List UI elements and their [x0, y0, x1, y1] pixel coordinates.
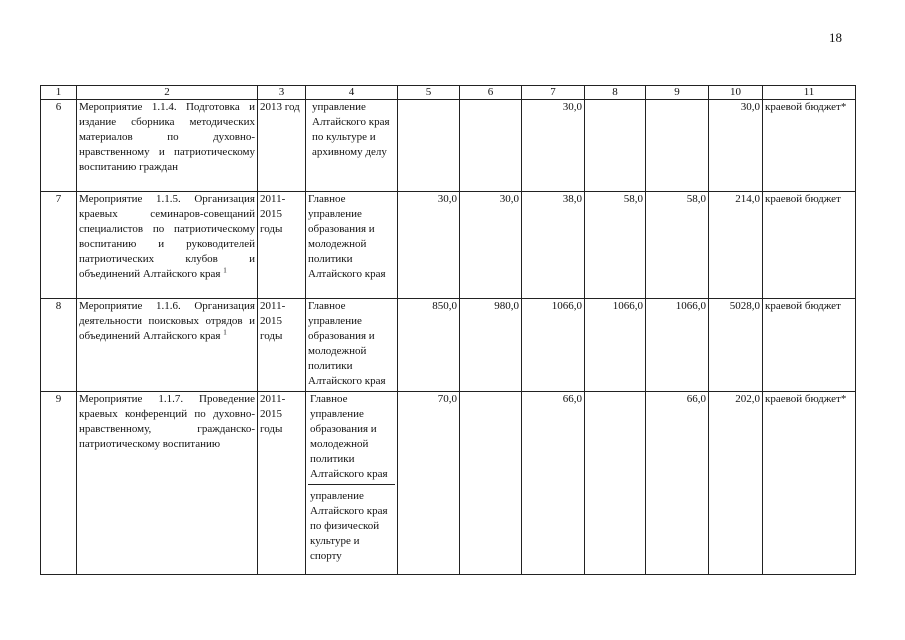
responsible-agency [306, 299, 398, 392]
value-col5: 850,0 [398, 299, 460, 392]
event-description [77, 100, 258, 192]
value-col8 [585, 392, 646, 575]
row-number: 7 [41, 192, 77, 299]
table-row [41, 392, 856, 575]
value-col6 [460, 100, 522, 192]
column-header: 9 [646, 86, 709, 100]
column-header: 10 [709, 86, 763, 100]
funding-source: краевой бюджет* [763, 392, 856, 575]
funding-source: краевой бюджет* [763, 100, 856, 192]
value-col7: 66,0 [522, 392, 585, 575]
responsible-agency [306, 192, 398, 299]
value-total: 30,0 [709, 100, 763, 192]
value-col8: 1066,0 [585, 299, 646, 392]
value-col9: 58,0 [646, 192, 709, 299]
value-col8: 58,0 [585, 192, 646, 299]
agency-name: Главное управление образования и молодежной политики Алтайского края [308, 193, 386, 280]
table-row [41, 100, 856, 192]
column-header: 5 [398, 86, 460, 100]
event-text: Мероприятие 1.1.7. Проведение краевых конференций по духовно-нравственному, гражданско-патриотическому воспитанию [79, 393, 255, 450]
value-total: 214,0 [709, 192, 763, 299]
value-col5 [398, 100, 460, 192]
column-header: 7 [522, 86, 585, 100]
value-col8 [585, 100, 646, 192]
event-text: Мероприятие 1.1.5. Организация краевых семинаров-совещаний специалистов по патриотическому воспитанию и руководителей патриотических клубов и объединений Алтайского края [79, 193, 255, 280]
event-description [77, 392, 258, 575]
header-row [41, 86, 856, 100]
column-header: 8 [585, 86, 646, 100]
period: 2011-2015 годы [258, 392, 306, 575]
value-col5: 70,0 [398, 392, 460, 575]
value-col7: 30,0 [522, 100, 585, 192]
column-header: 3 [258, 86, 306, 100]
row-number: 9 [41, 392, 77, 575]
event-description [77, 192, 258, 299]
row-number: 6 [41, 100, 77, 192]
event-text: Мероприятие 1.1.4. Подготовка и издание сборника методических материалов по духовно-нравственному и патриотическому воспитанию граждан [79, 101, 255, 173]
agency-name: Главное управление образования и молодежной политики Алтайского края [308, 300, 386, 387]
value-col6: 980,0 [460, 299, 522, 392]
value-col6 [460, 392, 522, 575]
value-col6: 30,0 [460, 192, 522, 299]
funding-source: краевой бюджет [763, 299, 856, 392]
period: 2011-2015 годы [258, 299, 306, 392]
event-description [77, 299, 258, 392]
value-col9: 1066,0 [646, 299, 709, 392]
footnote-mark: 1 [223, 266, 227, 275]
value-col9 [646, 100, 709, 192]
value-col5: 30,0 [398, 192, 460, 299]
footnote-mark: 1 [223, 328, 227, 337]
column-header: 11 [763, 86, 856, 100]
value-col7: 38,0 [522, 192, 585, 299]
page-number: 18 [829, 30, 842, 45]
funding-source: краевой бюджет [763, 192, 856, 299]
column-header: 2 [77, 86, 258, 100]
table-row [41, 299, 856, 392]
row-number: 8 [41, 299, 77, 392]
event-text: Мероприятие 1.1.6. Организация деятельности поисковых отрядов и объединений Алтайского края [79, 300, 255, 342]
responsible-agencies [306, 392, 398, 575]
value-total: 202,0 [709, 392, 763, 575]
agency-name: Главное управление образования и молодежной политики Алтайского края [308, 392, 395, 485]
budget-table [40, 85, 856, 575]
agency-name: управление Алтайского края по культуре и архивному делу [312, 101, 390, 158]
value-total: 5028,0 [709, 299, 763, 392]
agency-name: управление Алтайского края по физической культуре и спорту [310, 490, 388, 562]
column-header: 4 [306, 86, 398, 100]
table-row [41, 192, 856, 299]
period: 2011-2015 годы [258, 192, 306, 299]
responsible-agency [306, 100, 398, 192]
column-header: 1 [41, 86, 77, 100]
value-col9: 66,0 [646, 392, 709, 575]
column-header: 6 [460, 86, 522, 100]
period: 2013 год [258, 100, 306, 192]
value-col7: 1066,0 [522, 299, 585, 392]
